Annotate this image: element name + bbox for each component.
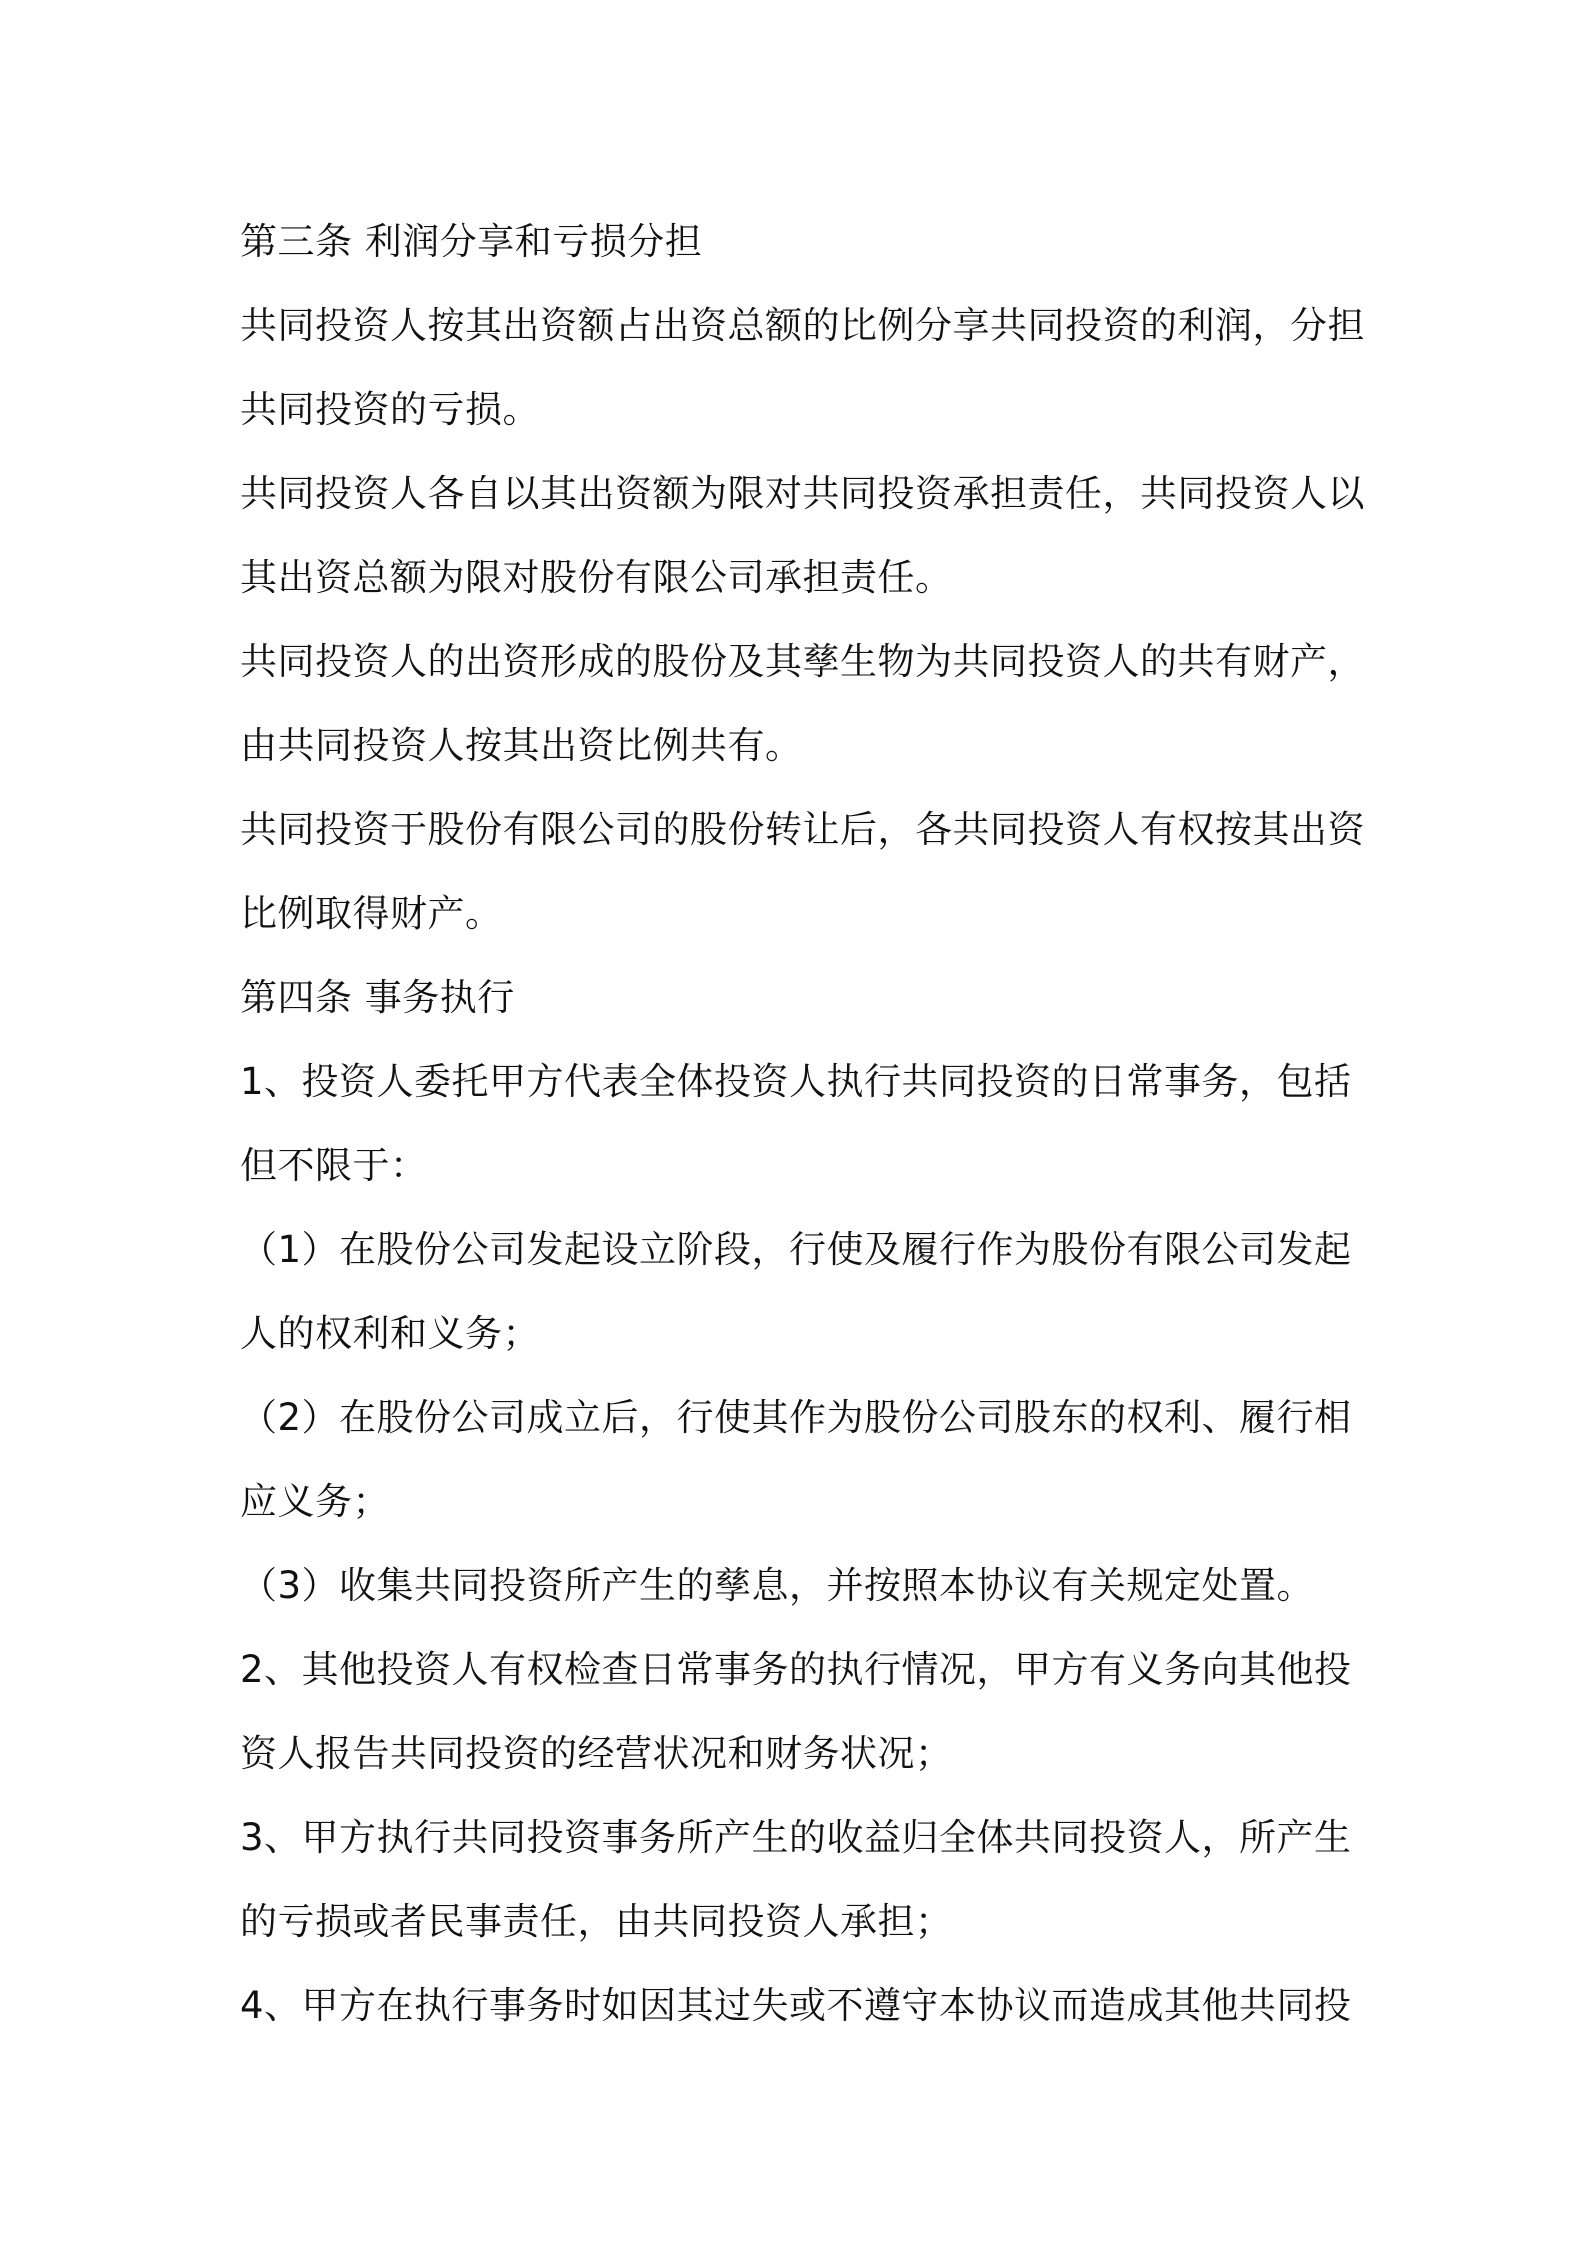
paragraph-line: 共同投资人的出资形成的股份及其孳生物为共同投资人的共有财产， — [240, 640, 1365, 683]
paragraph-line: 应义务； — [240, 1480, 390, 1523]
paragraph-line: 资人报告共同投资的经营状况和财务状况； — [240, 1732, 953, 1775]
paragraph-line: 的亏损或者民事责任，由共同投资人承担； — [240, 1900, 953, 1943]
paragraph-line: 但不限于： — [240, 1144, 428, 1187]
paragraph-line: 比例取得财产。 — [240, 892, 503, 935]
paragraph-line: 共同投资的亏损。 — [240, 388, 540, 431]
paragraph-line: （2）在股份公司成立后，行使其作为股份公司股东的权利、履行相 — [240, 1396, 1352, 1439]
article-4-heading: 第四条 事务执行 — [240, 976, 515, 1019]
paragraph-line: （3）收集共同投资所产生的孳息，并按照本协议有关规定处置。 — [240, 1564, 1315, 1607]
paragraph-line: （1）在股份公司发起设立阶段，行使及履行作为股份有限公司发起 — [240, 1228, 1352, 1271]
paragraph-line: 由共同投资人按其出资比例共有。 — [240, 724, 803, 767]
paragraph-line: 人的权利和义务； — [240, 1312, 540, 1355]
paragraph-line: 3、甲方执行共同投资事务所产生的收益归全体共同投资人，所产生 — [240, 1816, 1352, 1859]
paragraph-line: 4、甲方在执行事务时如因其过失或不遵守本协议而造成其他共同投 — [240, 1984, 1352, 2027]
paragraph-line: 共同投资于股份有限公司的股份转让后，各共同投资人有权按其出资 — [240, 808, 1365, 851]
paragraph-line: 1、投资人委托甲方代表全体投资人执行共同投资的日常事务，包括 — [240, 1060, 1352, 1103]
paragraph-line: 2、其他投资人有权检查日常事务的执行情况，甲方有义务向其他投 — [240, 1648, 1352, 1691]
paragraph-line: 其出资总额为限对股份有限公司承担责任。 — [240, 556, 953, 599]
document-body — [240, 200, 1365, 2048]
paragraph-line: 共同投资人各自以其出资额为限对共同投资承担责任，共同投资人以 — [240, 472, 1365, 515]
article-3-heading: 第三条 利润分享和亏损分担 — [240, 220, 703, 263]
paragraph-line: 共同投资人按其出资额占出资总额的比例分享共同投资的利润，分担 — [240, 304, 1365, 347]
